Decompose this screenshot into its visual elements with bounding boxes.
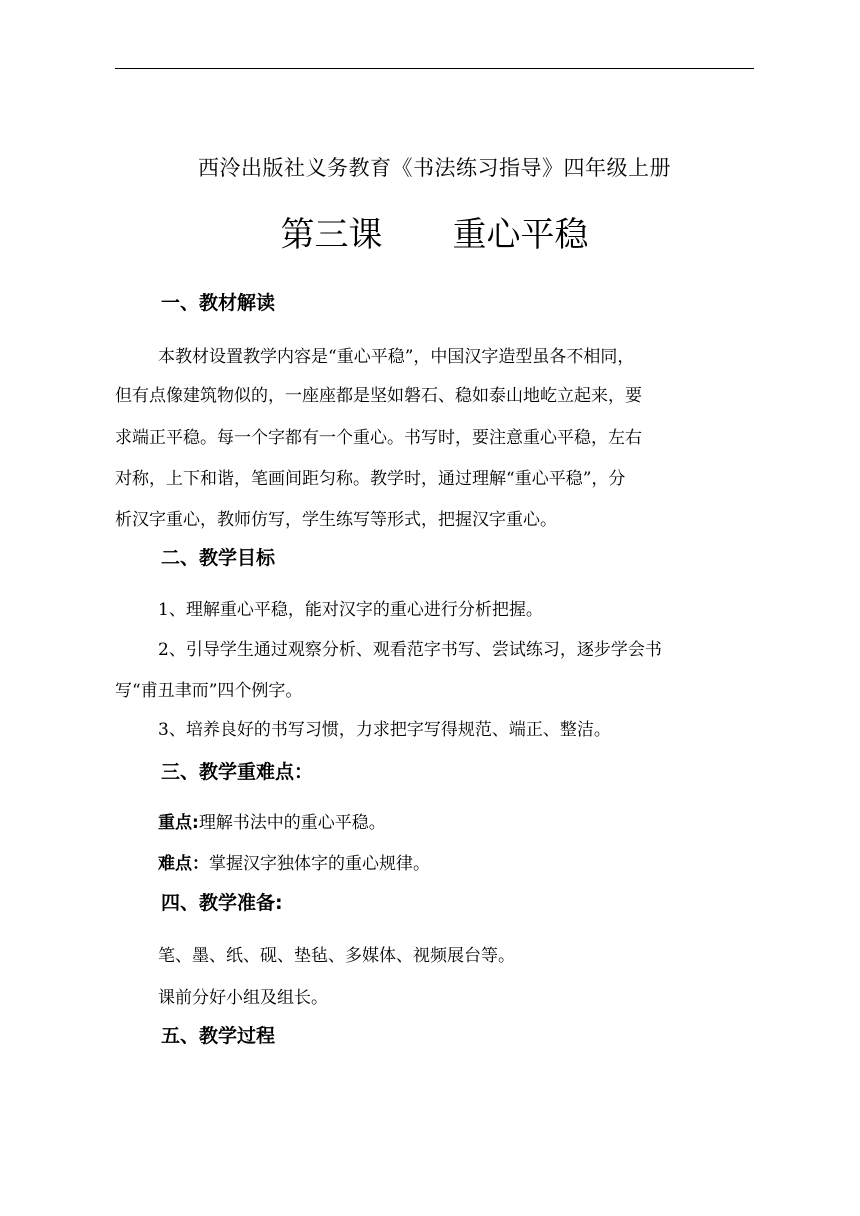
section-heading-4: 四、教学准备:: [161, 892, 283, 914]
section-heading-5: 五、教学过程: [161, 1025, 276, 1047]
paragraph-line: 析汉字重心，教师仿写，学生练写等形式，把握汉字重心。: [115, 510, 557, 530]
paragraph-line: 本教材设置教学内容是“重心平稳”，中国汉字造型虽各不相同，: [158, 347, 635, 367]
document-subtitle: 西泠出版社义务教育《书法练习指导》四年级上册: [198, 156, 671, 180]
section-heading-2: 二、教学目标: [161, 547, 276, 569]
difficult-point: [158, 849, 758, 874]
key-point-label: 重点:: [158, 813, 199, 833]
objective-item: 3、培养良好的书写习惯，力求把字写得规范、端正、整洁。: [158, 720, 611, 740]
section-heading-3: 三、教学重难点：: [161, 761, 314, 783]
difficult-point-label: 难点：: [158, 854, 209, 874]
objective-item: 2、引导学生通过观察分析、观看范字书写、尝试练习，逐步学会书: [158, 640, 662, 660]
difficult-point-text: 掌握汉字独体字的重心规律。: [209, 854, 430, 874]
paragraph-line: 求端正平稳。每一个字都有一个重心。书写时，要注意重心平稳，左右: [115, 428, 642, 448]
preparation-line: 笔、墨、纸、砚、垫毡、多媒体、视频展台等。: [158, 946, 515, 966]
lesson-title: [115, 207, 754, 256]
paragraph-line: 但有点像建筑物似的，一座座都是坚如磐石、稳如泰山地屹立起来，要: [115, 386, 642, 406]
header-rule: [115, 68, 754, 69]
preparation-line: 课前分好小组及组长。: [158, 988, 328, 1008]
objective-item: 1、理解重心平稳，能对汉字的重心进行分析把握。: [158, 600, 543, 620]
objective-item: 写“甫丑聿而”四个例字。: [115, 681, 303, 701]
lesson-name: 重心平稳: [452, 215, 589, 255]
lesson-number: 第三课: [280, 215, 383, 255]
section-heading-1: 一、教材解读: [161, 292, 276, 314]
key-point-text: 理解书法中的重心平稳。: [198, 813, 386, 833]
paragraph-line: 对称，上下和谐，笔画间距匀称。教学时，通过理解“重心平稳”，分: [115, 469, 626, 489]
key-point: [158, 808, 758, 833]
